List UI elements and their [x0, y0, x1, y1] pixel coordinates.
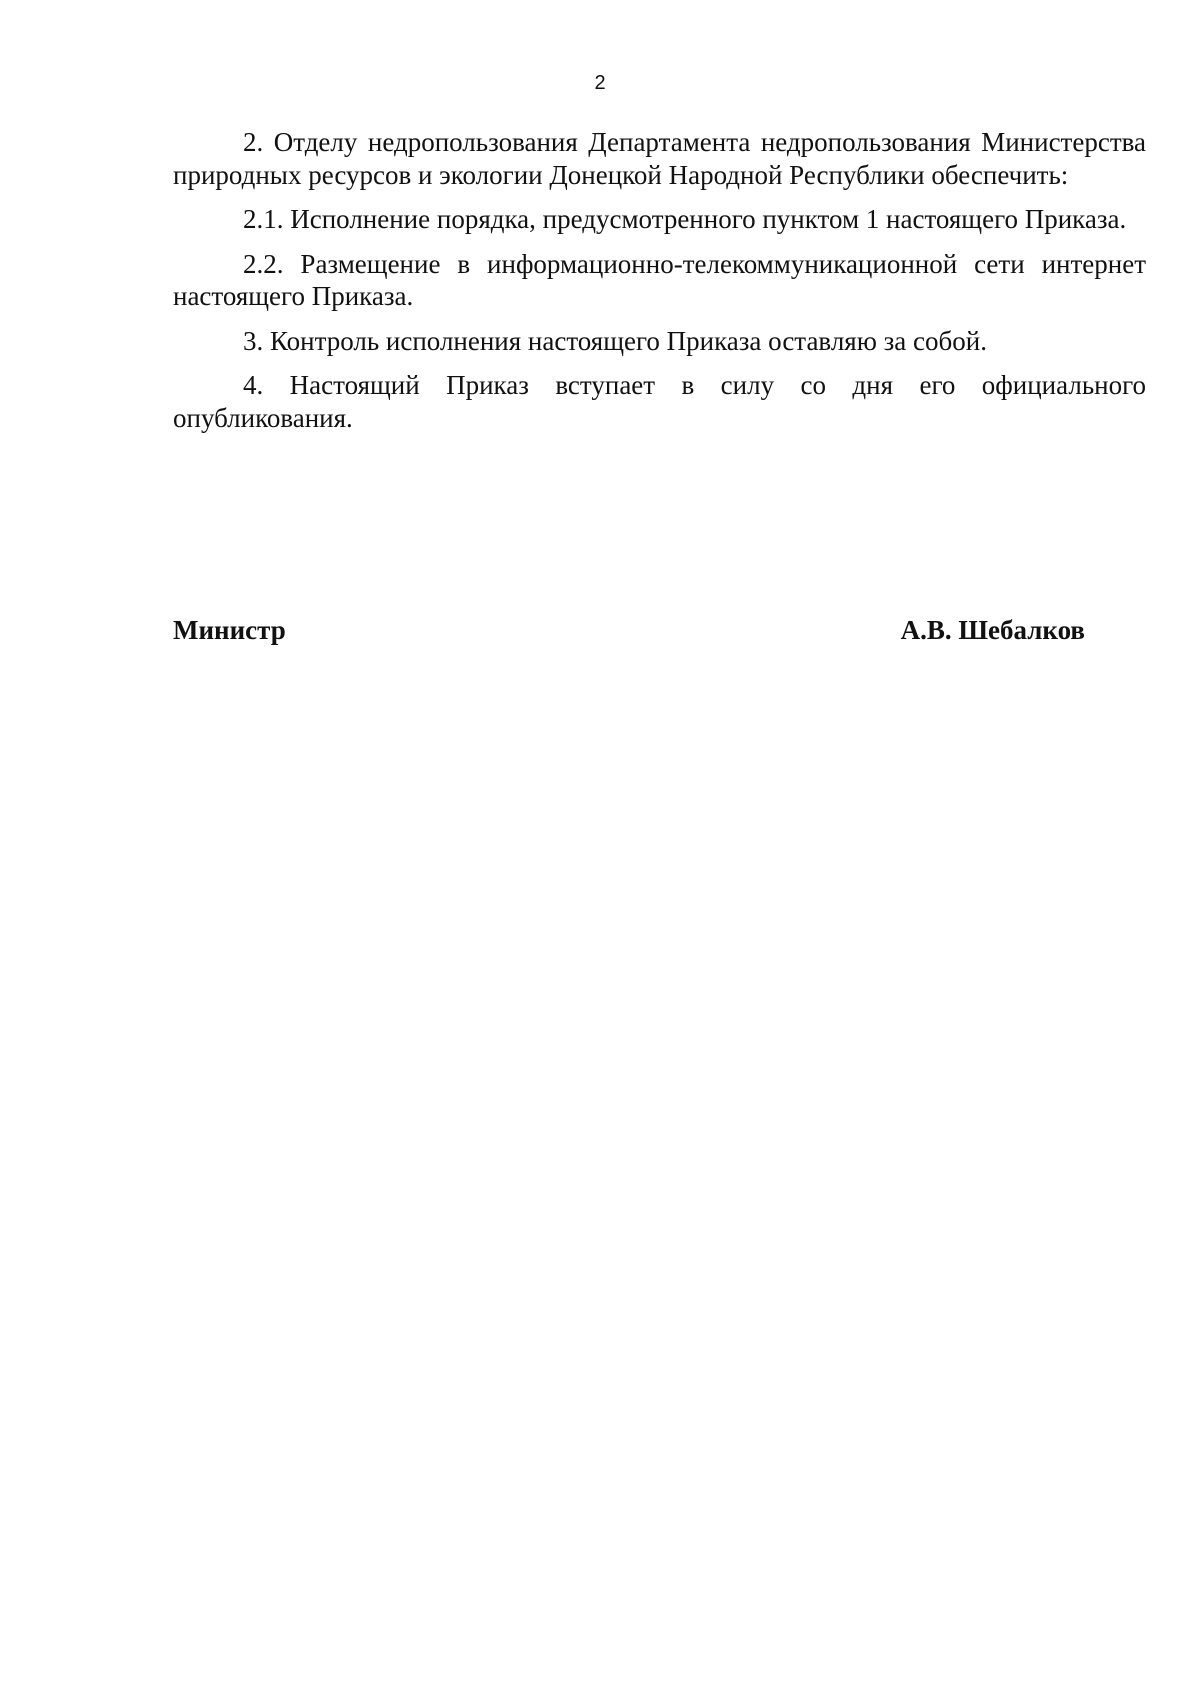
signature-block — [173, 614, 1085, 646]
paragraph-2: 2. Отделу недропользования Департамента недропользования Министерства природных ресурсов и экологии Донецкой Народной Республики обеспечить: — [173, 127, 1146, 190]
signatory-title: Министр — [173, 615, 286, 645]
page-number: 2 — [594, 72, 606, 94]
paragraph-2-2: 2.2. Размещение в информационно-телекоммуникационной сети интернет настоящего Приказа. — [173, 248, 1146, 311]
paragraph-2-1: 2.1. Исполнение порядка, предусмотренного пунктом 1 настоящего Приказа. — [243, 204, 1127, 234]
paragraph-4: 4. Настоящий Приказ вступает в силу со дня его официального опубликования. — [173, 370, 1146, 433]
document-body — [173, 126, 1146, 446]
signatory-name: А.В. Шебалков — [900, 615, 1085, 645]
paragraph-3: 3. Контроль исполнения настоящего Приказа оставляю за собой. — [243, 325, 987, 356]
